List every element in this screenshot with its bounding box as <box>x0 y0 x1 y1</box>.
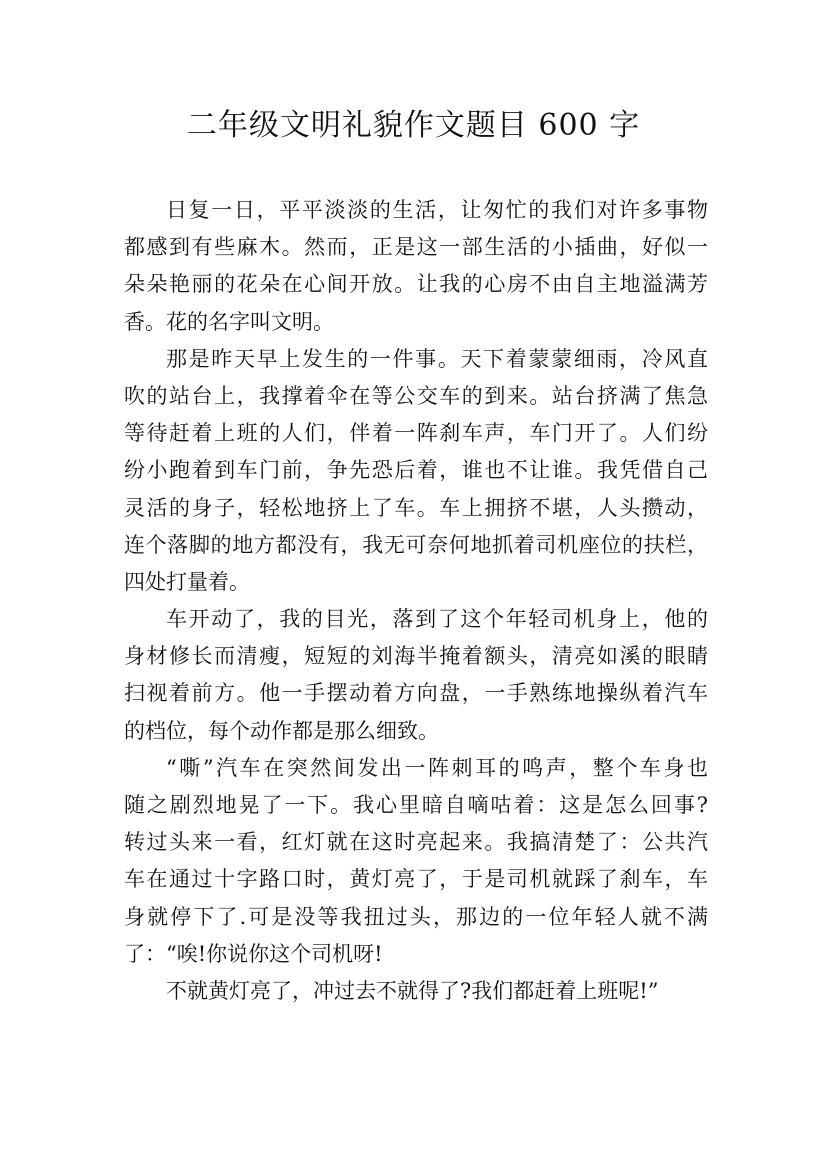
text-line: 等待赶着上班的人们，伴着一阵刹车声，车门开了。人们纷 <box>124 421 708 446</box>
text-line: 车开动了，我的目光，落到了这个年轻司机身上，他的 <box>166 607 708 632</box>
text-line: 日复一日，平平淡淡的生活，让匆忙的我们对许多事物 <box>166 198 708 222</box>
text-line: 连个落脚的地方都没有，我无可奈何地抓着司机座位的扶栏， <box>124 532 708 557</box>
text-line: 四处打量着。 <box>124 569 250 594</box>
text-line: 车在通过十字路口时，黄灯亮了，于是司机就踩了刹车，车 <box>124 867 708 892</box>
text-line: 纷小跑着到车门前，争先恐后着，谁也不让谁。我凭借自己 <box>124 458 708 483</box>
paragraph <box>124 750 708 973</box>
paragraph <box>124 341 708 601</box>
paragraph <box>124 973 708 1010</box>
text-line: 不就黄灯亮了，冲过去不就得了?我们都赶着上班呢!” <box>166 978 659 1003</box>
document-body <box>124 192 708 1010</box>
text-line: 了：“唉!你说你这个司机呀! <box>124 941 383 966</box>
paragraph <box>124 601 708 750</box>
text-line: 灵活的身子，轻松地挤上了车。车上拥挤不堪，人头攒动， <box>124 495 708 520</box>
text-line: 的档位，每个动作都是那么细致。 <box>124 718 439 743</box>
text-line: 吹的站台上，我撑着伞在等公交车的到来。站台挤满了焦急 <box>124 383 708 408</box>
text-line: 身材修长而清瘦，短短的刘海半掩着额头，清亮如溪的眼睛 <box>124 644 708 669</box>
text-line: “嘶”汽车在突然间发出一阵刺耳的鸣声，整个车身也 <box>166 755 708 780</box>
text-line: 那是昨天早上发生的一件事。天下着蒙蒙细雨，冷风直 <box>166 346 708 371</box>
text-line: 转过头来一看，红灯就在这时亮起来。我搞清楚了：公共汽 <box>124 830 708 855</box>
text-line: 都感到有些麻木。然而，正是这一部生活的小插曲，好似一 <box>124 235 708 260</box>
text-line: 身就停下了.可是没等我扭过头，那边的一位年轻人就不满 <box>124 904 708 929</box>
paragraph <box>124 192 708 341</box>
text-line: 朵朵艳丽的花朵在心间开放。让我的心房不由自主地溢满芳 <box>124 272 708 297</box>
text-line: 随之剧烈地晃了一下。我心里暗自嘀咕着：这是怎么回事? <box>124 793 708 817</box>
document-title: 二年级文明礼貌作文题目 600 字 <box>186 108 641 143</box>
text-line: 扫视着前方。他一手摆动着方向盘，一手熟练地操纵着汽车 <box>124 681 708 706</box>
text-line: 香。花的名字叫文明。 <box>124 309 334 334</box>
